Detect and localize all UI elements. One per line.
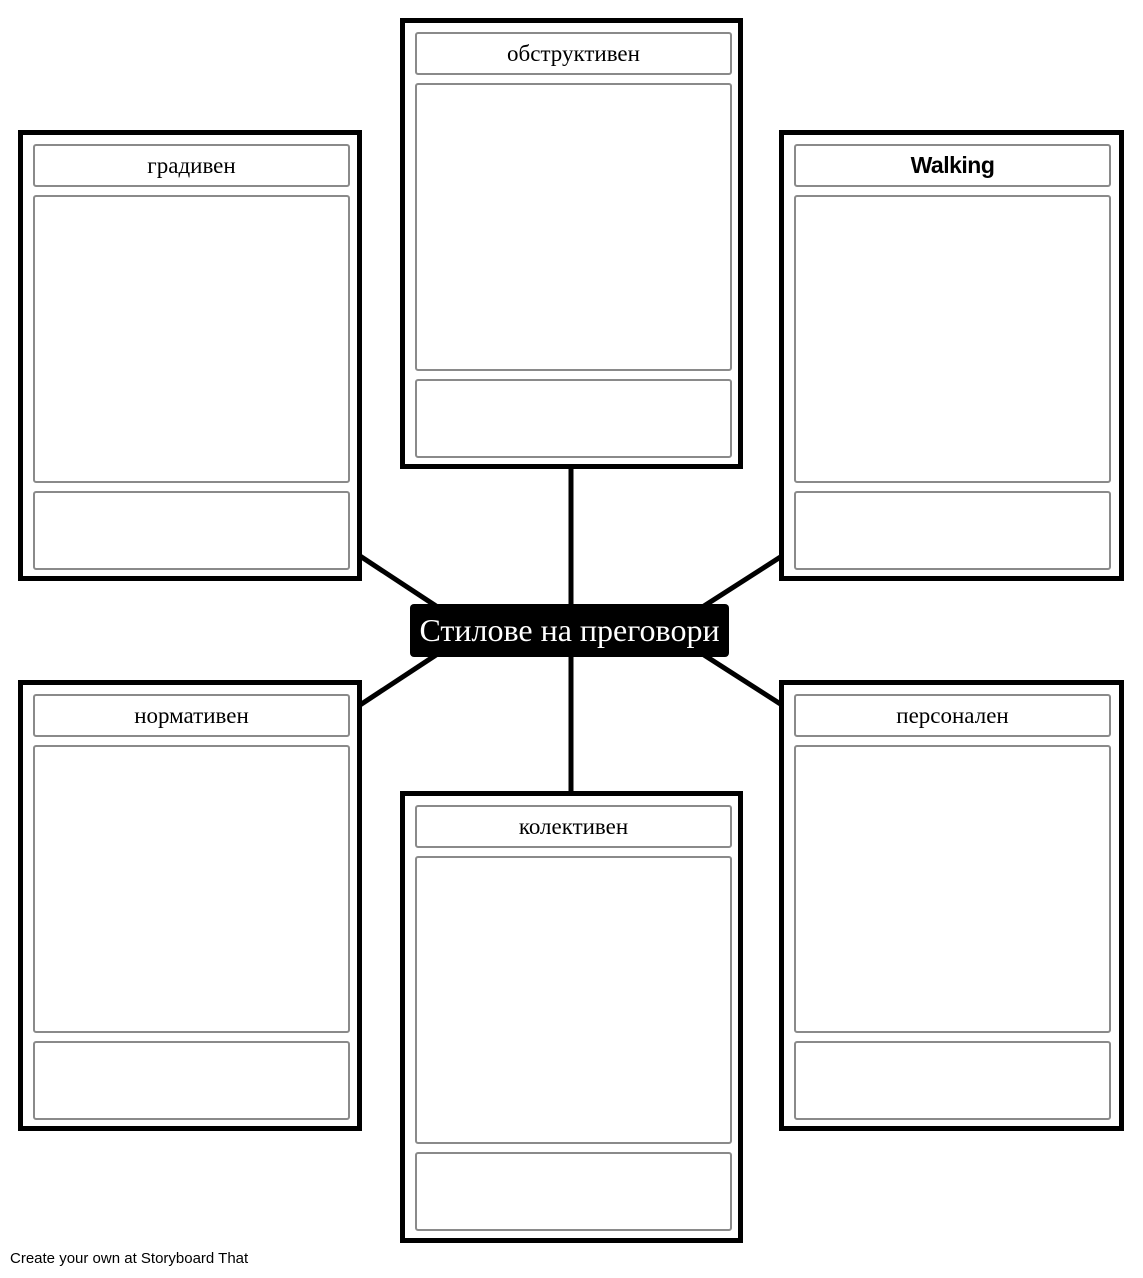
card-bottom-left [18,680,362,1131]
description-cell[interactable] [33,491,350,570]
card-bottom-right [779,680,1124,1131]
card-top-right [779,130,1124,581]
description-cell[interactable] [415,1152,732,1231]
image-cell[interactable] [794,745,1111,1033]
card-title[interactable]: нормативен [33,694,350,737]
card-top [400,18,743,469]
description-cell[interactable] [794,1041,1111,1120]
connector-bottom-left [360,655,436,705]
connector-top-left [360,556,436,606]
footer-credit[interactable]: Create your own at Storyboard That [10,1250,249,1267]
card-top-left [18,130,362,581]
card-title[interactable]: колективен [415,805,732,848]
card-bottom [400,791,743,1243]
image-cell[interactable] [415,856,732,1144]
card-title[interactable]: градивен [33,144,350,187]
connector-bottom-right [704,655,782,705]
description-cell[interactable] [415,379,732,458]
image-cell[interactable] [415,83,732,371]
image-cell[interactable] [794,195,1111,483]
card-title[interactable]: обструктивен [415,32,732,75]
card-title[interactable]: персонален [794,694,1111,737]
image-cell[interactable] [33,195,350,483]
central-topic[interactable]: Стилове на преговори [410,604,729,657]
description-cell[interactable] [33,1041,350,1120]
image-cell[interactable] [33,745,350,1033]
connector-top-right [704,556,782,606]
description-cell[interactable] [794,491,1111,570]
card-title[interactable]: Walking [794,144,1111,187]
